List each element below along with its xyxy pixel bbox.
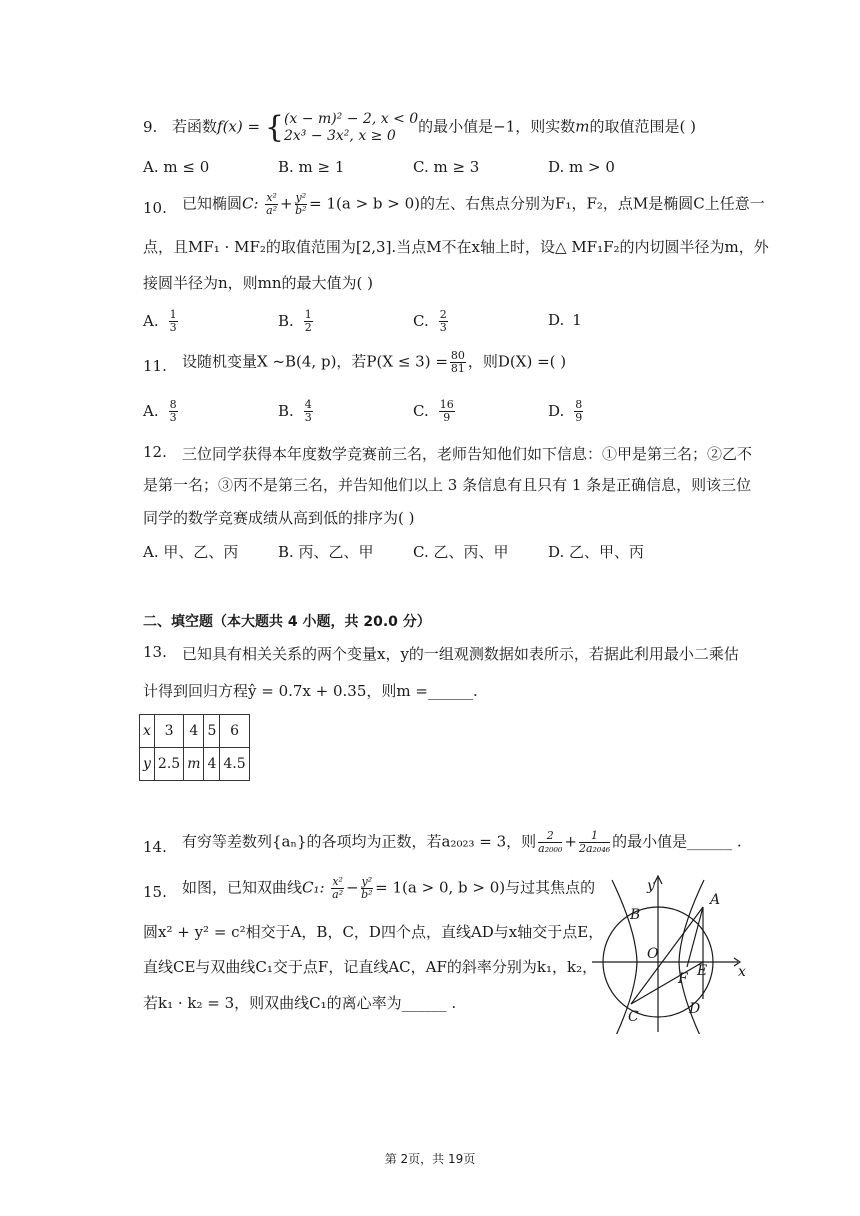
q10-frac-y: $\frac{\text{y²}}{\text{b²}}$: [295, 191, 307, 217]
table-cell: 2.5: [154, 748, 183, 781]
q14-frac-2: $\frac{1}{\text{2a₂₀₄₆}}$: [578, 829, 611, 855]
q9-cases: [284, 111, 418, 145]
q11-text-b: ，则D(X) =( ): [467, 352, 567, 371]
q13-line2: 计得到回归方程ŷ = 0.7x + 0.35，则m =______.: [143, 682, 478, 700]
hyperbola-circle-figure: [590, 872, 755, 1034]
line-ce: [631, 962, 703, 1004]
table-cell: 4: [204, 748, 220, 781]
label-e: E: [697, 963, 708, 979]
q10-option-a: A. $\frac{1}{3}$: [143, 308, 177, 334]
label-b: B: [630, 907, 641, 923]
q9-text-b: 的最小值是−1，则实数: [418, 117, 576, 136]
label-y: y: [647, 878, 655, 894]
line-ac: [631, 907, 703, 1004]
q10-text-c: = 1(a > b > 0)的左、右焦点分别为F₁，F₂，点M是椭圆C上任意一: [309, 194, 765, 213]
q14-text-a: 有穷等差数列{aₙ}的各项均为正数，若a₂₀₂₃ = 3，则: [182, 832, 537, 851]
q14-stem: 有穷等差数列{aₙ}的各项均为正数，若a₂₀₂₃ = 3，则 $\frac{2}{\text{a₂₀₀₀}}$ + $\frac{1}{\text{2a₂₀₄₆}}$ 的最小值是______ .: [182, 829, 742, 855]
label-d: D: [689, 1001, 701, 1017]
q9-case2: 2x³ − 3x², x ≥ 0: [283, 127, 396, 144]
q15-line2: 圆x² + y² = c²相交于A，B，C，D四个点，直线AD与x轴交于点E，: [143, 923, 604, 941]
q10-option-d: D. 1: [548, 311, 582, 329]
q10-number: 10.: [143, 199, 167, 217]
label-a: A: [710, 892, 721, 908]
q10-line3: 接圆半径为n，则mn的最大值为( ): [143, 274, 374, 292]
q11-option-b: B. $\frac{4}{3}$: [278, 398, 312, 424]
label-c: C: [628, 1009, 639, 1025]
q12-line2: 是第一名；③丙不是第三名，并告知他们以上 3 条信息有且只有 1 条是正确信息，则该三位: [143, 476, 752, 494]
q15-number: 15.: [143, 883, 167, 901]
q9-text-c: 的取值范围是( ): [589, 117, 697, 136]
q13-data-table: [139, 714, 250, 781]
q11-stem: [182, 350, 566, 375]
q10-option-c: C. $\frac{2}{3}$: [413, 308, 447, 334]
q15-text-a: 如图，已知双曲线: [182, 878, 303, 897]
table-cell: y: [140, 748, 155, 781]
q15-frac-x: $\frac{\text{x²}}{\text{a²}}$: [332, 875, 344, 901]
q9-option-c: C. m ≥ 3: [413, 158, 480, 176]
table-row: [140, 748, 250, 781]
q9-number: 9.: [143, 118, 158, 136]
q10-c: C:: [242, 194, 259, 213]
table-cell: 4.5: [220, 748, 249, 781]
label-f: F: [678, 971, 688, 987]
q11-option-a: A. $\frac{8}{3}$: [143, 398, 177, 424]
q15-line3: 直线CE与双曲线C₁交于点F，记直线AC，AF的斜率分别为k₁，k₂，: [143, 958, 598, 976]
label-o: O: [647, 946, 659, 962]
q12-option-a: A. 甲、乙、丙: [143, 543, 239, 561]
q9-var: m: [575, 117, 590, 136]
q12-option-d: D. 乙、甲、丙: [548, 543, 645, 561]
q14-frac-1: $\frac{2}{\text{a₂₀₀₀}}$: [538, 829, 563, 855]
section-heading-fill-in: 二、填空题（本大题共 4 小题，共 20.0 分）: [143, 614, 431, 630]
table-cell: 3: [154, 715, 183, 748]
q13-line1: 已知具有相关关系的两个变量x，y的一组观测数据如表所示，若据此利用最小二乘估: [182, 645, 739, 663]
q11-option-d: D. $\frac{8}{9}$: [548, 398, 583, 424]
q12-option-b: B. 丙、乙、甲: [278, 543, 374, 561]
q15-c1: C₁:: [302, 878, 325, 897]
q10-line2: 点，且MF₁ · MF₂的取值范围为[2,3].当点M不在x轴上时，设△ MF₁F₂的内切圆半径为m，外: [143, 238, 769, 256]
q10-frac-x: $\frac{\text{x²}}{\text{a²}}$: [266, 191, 278, 217]
q9-option-a: A. m ≤ 0: [143, 158, 210, 176]
q15-frac-y: $\frac{\text{y²}}{\text{b²}}$: [361, 875, 373, 901]
label-x: x: [738, 964, 746, 980]
q15-text-c: = 1(a > 0, b > 0)与过其焦点的: [375, 878, 596, 897]
q9-func: f(x) =: [217, 117, 261, 136]
table-cell: 6: [220, 715, 249, 748]
table-cell: 4: [184, 715, 204, 748]
q9-option-b: B. m ≥ 1: [278, 158, 345, 176]
q12-line1: 三位同学获得本年度数学竞赛前三名，老师告知他们如下信息：①甲是第三名；②乙不: [182, 445, 753, 463]
q14-number: 14.: [143, 838, 167, 856]
table-cell: 5: [204, 715, 220, 748]
page-footer: 第 2页，共 19页: [384, 1152, 476, 1166]
q11-option-c: C. $\frac{16}{9}$: [413, 398, 454, 424]
q10-option-b: B. $\frac{1}{2}$: [278, 308, 312, 334]
q11-frac: $\frac{80}{81}$: [450, 349, 465, 375]
q11-text-a: 设随机变量X ~B(4, p)，若P(X ≤ 3) =: [182, 352, 448, 371]
q9-option-d: D. m > 0: [548, 158, 615, 176]
table-row: [140, 715, 250, 748]
q9-text-a: 若函数: [172, 117, 218, 136]
q10-text-a: 已知椭圆: [182, 194, 243, 213]
table-cell: m: [184, 748, 204, 781]
q10-line1: 已知椭圆C: $\frac{\text{x²}}{\text{a²}}$ + $\frac{\text{y²}}{\text{b²}}$ = 1(a > b > 0)的左、右焦点分别为F₁，F₂，点M是椭圆C上任意一: [182, 191, 765, 217]
q9-stem: [172, 110, 696, 145]
q12-number: 12.: [143, 443, 167, 461]
q12-line3: 同学的数学竞赛成绩从高到低的排序为( ): [143, 509, 415, 527]
q15-line4: 若k₁ · k₂ = 3，则双曲线C₁的离心率为______ .: [143, 994, 457, 1012]
q15-line1: 如图，已知双曲线C₁: $\frac{\text{x²}}{\text{a²}}$ − $\frac{\text{y²}}{\text{b²}}$ = 1(a > 0, b > 0)与过其焦点的: [182, 875, 596, 901]
table-cell: x: [140, 715, 155, 748]
q11-number: 11.: [143, 357, 167, 375]
q9-brace: {: [264, 110, 284, 145]
q14-text-b: 的最小值是______ .: [612, 832, 742, 851]
q9-case1: (x − m)² − 2, x < 0: [283, 110, 419, 127]
q12-option-c: C. 乙、丙、甲: [413, 543, 509, 561]
q13-number: 13.: [143, 643, 167, 661]
